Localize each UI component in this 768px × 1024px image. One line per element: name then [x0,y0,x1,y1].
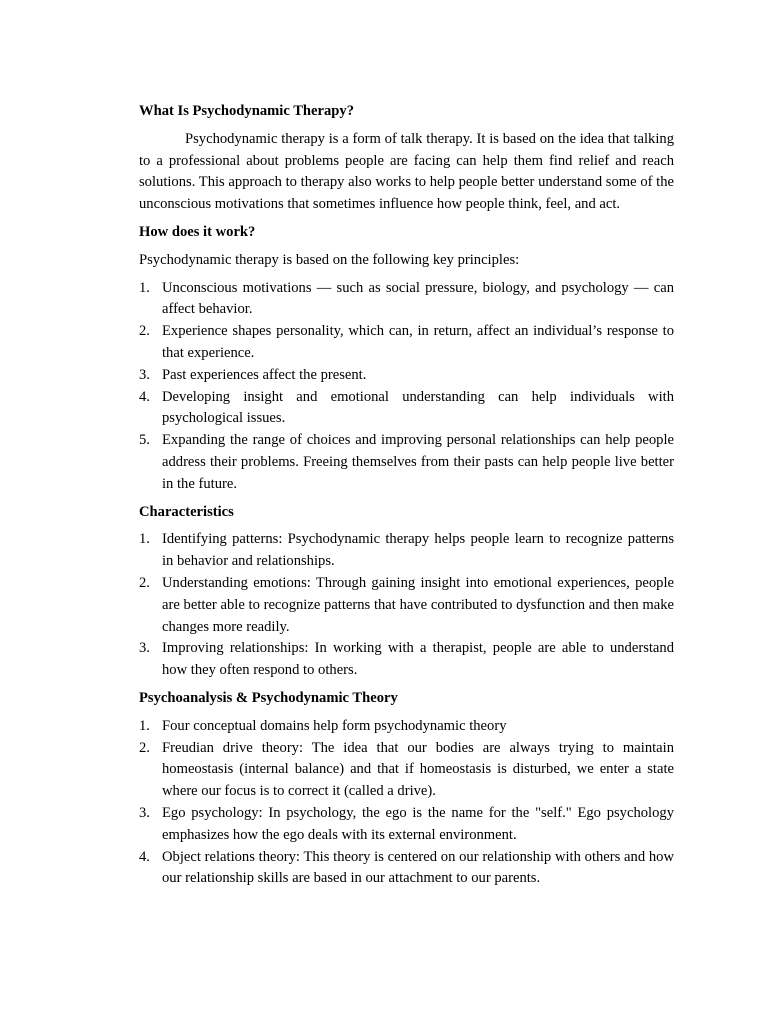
document-content [139,101,674,890]
list-text: Experience shapes personality, which can, in return, affect an individual’s response to that experience. [162,323,674,361]
list-text: Freudian drive theory: The idea that our bodies are always trying to maintain homeostasis (internal balance) and that if homeostasis is disturbed, we enter a state where our focus is to correct it (called a drive). [162,739,674,800]
list-theory-domains [139,716,674,890]
list-text: Four conceptual domains help form psychodynamic theory [162,717,507,734]
list-item [139,638,674,682]
list-number: 3. [139,366,150,383]
list-key-principles [139,278,674,496]
list-item [139,430,674,495]
list-number: 3. [139,640,150,657]
list-number: 2. [139,739,150,756]
list-number: 1. [139,279,150,296]
list-item [139,278,674,322]
paragraph-principles-intro: Psychodynamic therapy is based on the following key principles: [139,251,520,268]
list-item [139,573,674,638]
list-number: 2. [139,323,150,340]
list-characteristics [139,529,674,682]
heading-how-does-it-work: How does it work? [139,223,256,240]
list-text: Unconscious motivations — such as social pressure, biology, and psychology — can affect behavior. [162,279,674,318]
list-number: 5. [139,432,150,449]
list-number: 4. [139,848,150,865]
list-item [139,387,674,431]
list-item [139,321,674,365]
paragraph-definition: Psychodynamic therapy is a form of talk therapy. It is based on the idea that talking to a professional about problems people are facing can help them find relief and reach solutions. This approach to therapy also works to help people better understand some of the unconscious motivations that sometimes influence how people think, feel, and act. [139,130,674,213]
list-item [139,738,674,803]
list-item [139,716,674,738]
list-number: 3. [139,804,150,821]
list-text: Expanding the range of choices and improving personal relationships can help people address their problems. Freeing themselves from their pasts can help people live better in the future. [162,432,674,492]
list-number: 1. [139,717,150,734]
heading-psychoanalysis-theory: Psychoanalysis & Psychodynamic Theory [139,689,398,706]
list-number: 2. [139,574,150,591]
heading-what-is: What Is Psychodynamic Therapy? [139,103,355,119]
list-text: Understanding emotions: Through gaining insight into emotional experiences, people are better able to recognize patterns that have contributed to dysfunction and then make changes more readily. [162,574,674,635]
list-item [139,803,674,847]
list-text: Ego psychology: In psychology, the ego is the name for the "self." Ego psychology emphasizes how the ego deals with its external environment. [162,804,674,843]
list-text: Past experiences affect the present. [162,366,367,383]
list-text: Improving relationships: In working with a therapist, people are able to understand how they often respond to others. [162,640,674,679]
list-text: Identifying patterns: Psychodynamic therapy helps people learn to recognize patterns in behavior and relationships. [162,531,674,570]
heading-characteristics: Characteristics [139,503,234,520]
list-item [139,529,674,573]
list-text: Object relations theory: This theory is centered on our relationship with others and how our relationship skills are based in our attachment to our parents. [162,848,674,887]
list-item [139,365,674,387]
list-item [139,847,674,891]
list-number: 1. [139,531,150,548]
list-text: Developing insight and emotional understanding can help individuals with psychological issues. [162,388,674,427]
list-number: 4. [139,388,150,405]
